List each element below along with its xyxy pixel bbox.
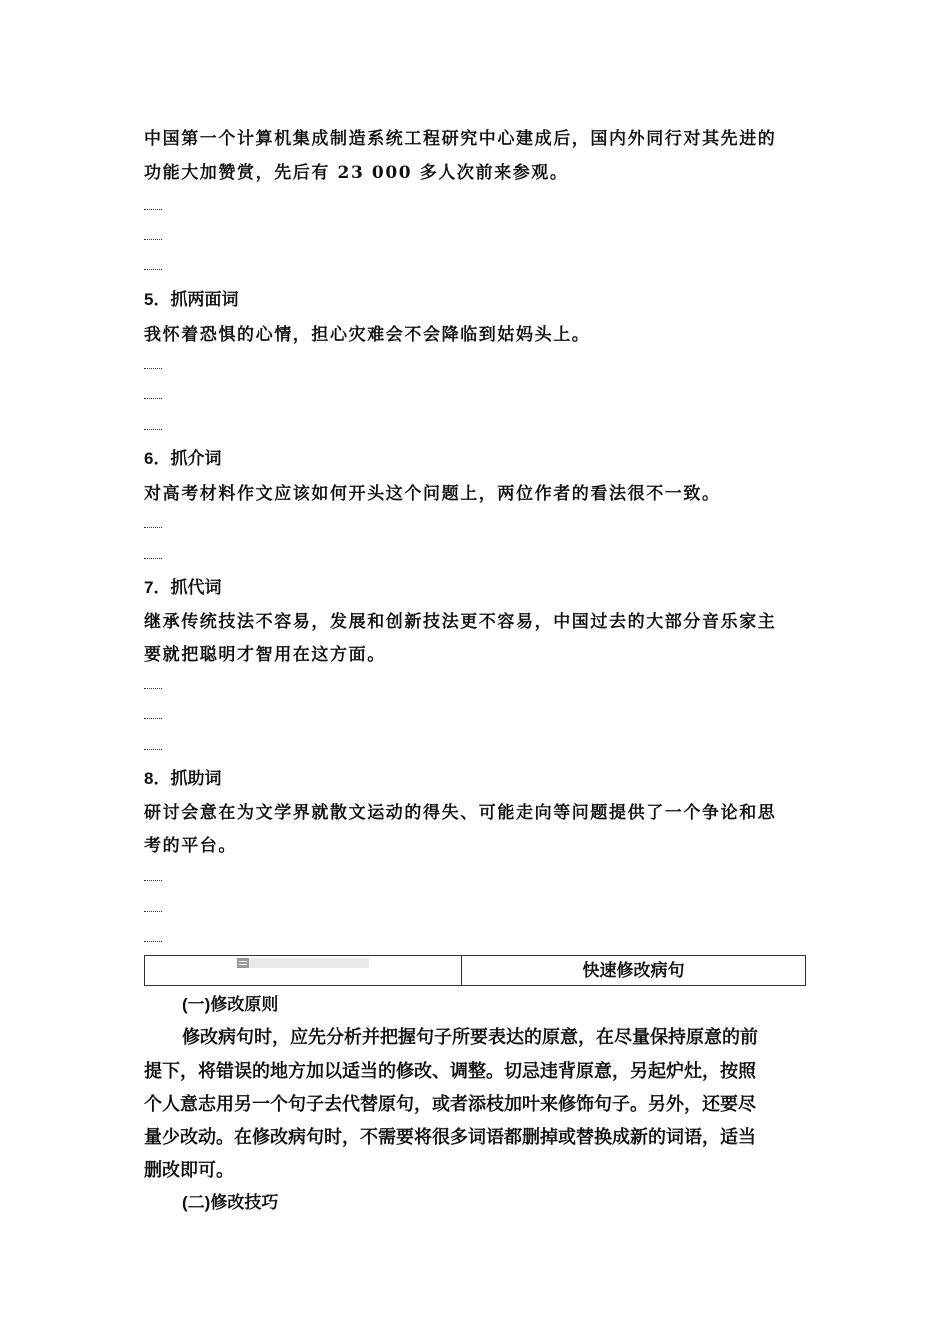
example-sentence-line: 研讨会意在为文学界就散文运动的得失、可能走向等问题提供了一个争论和思 [144,803,777,823]
answer-blank[interactable] [144,880,162,881]
answer-blank[interactable] [144,239,162,240]
answer-blank[interactable] [144,269,162,270]
example-sentence-line: 考的平台。 [144,836,237,856]
answer-blank[interactable] [144,749,162,750]
section-title: 快速修改病句 [582,961,685,980]
section-heading: 7．抓代词 [144,578,222,597]
answer-blank[interactable] [144,911,162,912]
section-title-table [144,955,806,986]
body-paragraph-line: 量少改动。在修改病句时，不需要将很多词语都删掉或替换成新的词语，适当 [144,1127,756,1147]
section-heading: 5．抓两面词 [144,290,239,309]
example-sentence-line: 对高考材料作文应该如何开头这个问题上，两位作者的看法很不一致。 [144,484,721,504]
body-paragraph-line: 提下，将错误的地方加以适当的修改、调整。切忌违背原意，另起炉灶，按照 [144,1061,756,1081]
answer-blank[interactable] [144,209,162,210]
body-paragraph-line: 个人意志用另一个句子去代替原句，或者添枝加叶来修饰句子。另外，还要尽 [144,1094,756,1114]
body-paragraph-line: 删改即可。 [144,1160,234,1180]
answer-blank[interactable] [144,688,162,689]
example-sentence-line: 要就把聪明才智用在这方面。 [144,645,386,665]
section-heading: 8．抓助词 [144,769,222,788]
example-sentence-line: 我怀着恐惧的心情，担心灾难会不会降临到姑妈头上。 [144,325,591,345]
section-heading: 6．抓介词 [144,449,222,468]
image-icon [237,958,249,968]
answer-blank[interactable] [144,941,162,942]
answer-blank[interactable] [144,368,162,369]
subsection-heading: (二)修改技巧 [182,1193,279,1212]
image-placeholder [237,958,369,968]
answer-blank[interactable] [144,558,162,559]
table-image-cell [145,956,462,985]
example-sentence-line: 中国第一个计算机集成制造系统工程研究中心建成后，国内外同行对其先进的 [144,129,777,149]
example-sentence-line: 功能大加赞赏，先后有 23 000 多人次前来参观。 [144,163,569,183]
example-sentence-line: 继承传统技法不容易，发展和创新技法更不容易，中国过去的大部分音乐家主 [144,612,777,632]
subsection-heading: (一)修改原则 [182,995,279,1014]
answer-blank[interactable] [144,398,162,399]
answer-blank[interactable] [144,718,162,719]
body-paragraph-line: 修改病句时，应先分析并把握句子所要表达的原意，在尽量保持原意的前 [182,1027,758,1047]
answer-blank[interactable] [144,527,162,528]
answer-blank[interactable] [144,429,162,430]
